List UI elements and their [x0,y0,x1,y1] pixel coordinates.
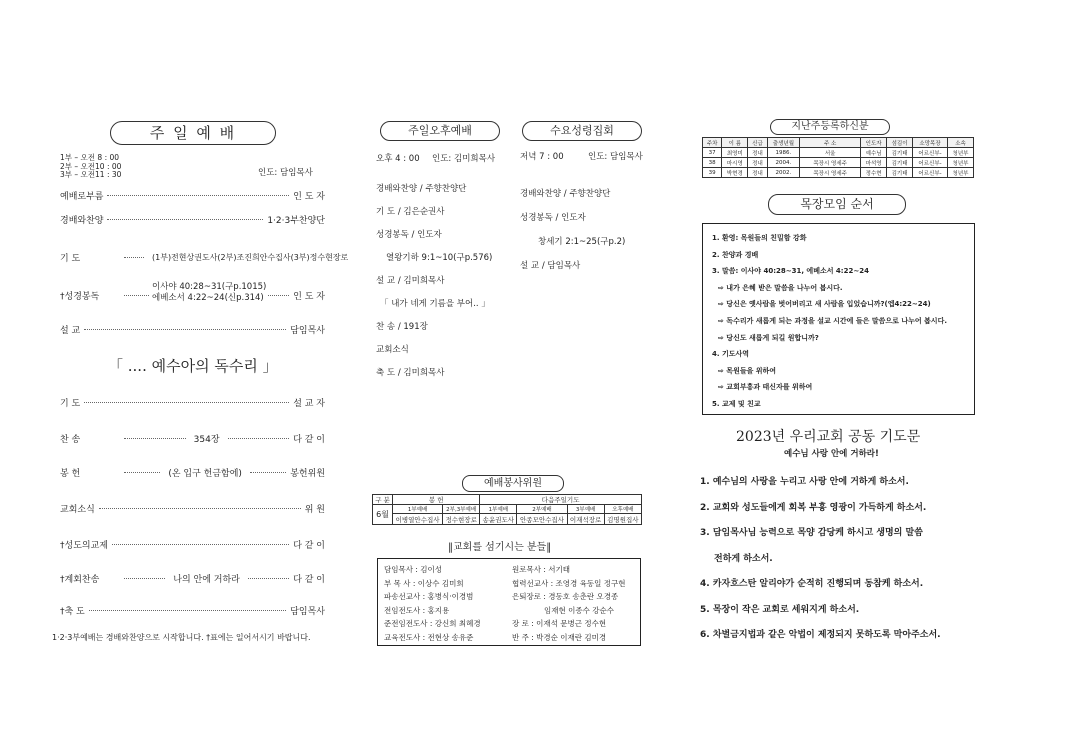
prayer-item: 4. 카자흐스탄 알리야가 순적히 진행되며 동참케 하소서. [700,579,924,589]
order-right: 다 같 이 [293,541,325,551]
mokjang-item: 1. 환영: 목원들의 친밀함 강화 [712,234,807,242]
staff-line: 반 주 : 박경순 이재란 김미경 [512,632,607,642]
order-label: †성도의교제 [60,541,108,551]
sunday-service-title: 주 일 예 배 [110,121,276,145]
table-cell: 정내 [748,168,767,178]
order-item: 축 도 / 김미희목사 [376,368,445,378]
prayer-item: 6. 차별금지법과 같은 악법이 제정되지 못하도록 막아주소서. [700,630,941,640]
table-subheader: 2부예배 [517,505,567,514]
order-right: 다 같 이 [293,435,325,445]
service-time: 3부 – 오전11 : 30 [60,170,122,179]
mokjang-item: ⇨ 내가 은혜 받은 말씀을 나누어 봅시다. [718,283,843,292]
prayer-subtitle: 예수님 사랑 안에 거하라! [784,449,879,459]
prayer-item: 전하게 하소서. [714,553,773,564]
staff-title: ‖교회를 섬기시는 분들‖ [448,542,552,553]
mokjang-item: 4. 기도사역 [712,350,750,359]
staff-left [384,563,481,644]
table-cell: 이재석장로 [567,514,604,525]
table-cell: 2004. [767,158,800,168]
staff-line: 교육전도사 : 전현상 송유준 [384,632,474,642]
footnote: 1·2·3부예배는 경배와찬양으로 시작합니다. †표에는 일어서시기 바랍니다. [52,633,311,642]
mokjang-item: 3. 말씀: 이사야 40:28~31, 에베소서 4:22~24 [712,267,869,276]
table-header: 인도자 [861,138,887,148]
staff-line: 임재현 이종수 강순수 [544,605,614,615]
wednesday-service-title: 수요성령집회 [522,121,642,141]
scripture-line: 에베소서 4:22~24(신p.314) [152,293,264,303]
order-row [60,213,325,226]
afternoon-leader: 인도: 김미희목사 [432,154,496,164]
order-item: 「 내가 네게 기름을 부어.. 」 [380,299,490,309]
table-header: 봉 헌 [393,495,480,505]
order-label: †성경봉독 [60,292,100,302]
mokjang-item: 2. 찬양과 경배 [712,250,759,259]
order-item: 찬 송 / 191장 [376,322,428,332]
order-mid: (1부)전현상권도사(2부)조진희안수집사(3부)정수현장로 [152,253,349,262]
order-right: 담임목사 [290,607,325,617]
table-cell: 어르신부- [913,148,948,158]
order-label: †축 도 [60,607,85,617]
order-mid: 354장 [193,435,220,445]
order-label: 예배로부름 [60,192,104,202]
order-right: 인 도 자 [293,292,325,302]
staff-line: 부 목 사 : 이상수 김미희 [384,578,464,588]
table-cell: 송윤권도사 [480,514,517,525]
staff-line: 장 로 : 이재석 문병근 정수현 [512,619,607,628]
afternoon-time: 오후 4 : 00 [376,154,420,164]
staff-line: 준전임전도사 : 강신희 최혜경 [384,619,481,628]
mokjang-item: ⇨ 목원들을 위하여 [718,366,777,375]
service-time: 1부 – 오전 8 : 00 [60,153,120,162]
mokjang-item: ⇨ 당신도 새롭게 되길 원합니까? [718,333,819,342]
table-cell: 1986. [767,148,800,158]
wednesday-order [520,182,625,278]
scripture-line: 이사야 40:28~31(구p.1015) [152,282,267,292]
service-time: 2부 – 오전10 : 00 [60,161,122,171]
table-subheader: 3부예배 [567,505,604,514]
table-cell: 마시영 [722,158,748,168]
order-right: 다 같 이 [293,575,325,585]
order-item: 기 도 / 김은순권사 [376,207,445,217]
prayer-item: 5. 목장이 작은 교회로 세워지게 하소서. [700,604,860,615]
order-row [60,432,325,445]
table-subheader: 오후예배 [604,505,641,514]
order-row [60,502,325,515]
mokjang-item: 5. 교제 및 친교 [712,399,761,408]
table-cell: 안종모안수집사 [517,514,567,525]
table-cell: 2002. [767,168,800,178]
table-subheader: 1부예배 [480,505,517,514]
table-header: 구 분 [373,495,393,505]
order-row [60,572,325,585]
table-cell: 박현경 [722,168,748,178]
table-cell: 목장시 영세주 [800,158,861,168]
mokjang-box [702,223,975,415]
table-header: 출생년월 [767,138,800,148]
table-header: 신급 [748,138,767,148]
month-cell: 6월 [373,505,393,525]
wednesday-time: 저녁 7 : 00 [520,152,564,162]
order-item: 경배와찬양 / 주향찬양단 [520,189,611,199]
staff-line: 은퇴장로 : 경동호 송춘란 오경종 [512,592,619,601]
order-label: †계회찬송 [60,575,100,585]
table-subheader: 2부,3부예배 [443,505,480,514]
order-label: 기 도 [60,399,81,409]
order-label: 찬 송 [60,435,81,445]
table-header: 소망목장 [913,138,948,148]
order-row [60,323,325,336]
table-cell: 청년부 [948,158,974,168]
service-times [60,154,121,180]
staff-line: 협력선교사 : 조영경 육동일 정구현 [512,578,626,588]
table-cell: 37 [703,148,722,158]
mokjang-list [712,230,947,413]
table-header: 이 름 [722,138,748,148]
table-cell: 청년부 [948,148,974,158]
newcomer-title: 지난주등록하신분 [770,119,890,135]
prayer-item: 1. 예수님의 사랑을 누리고 사랑 안에 거하게 하소서. [700,477,909,487]
staff-line: 원로목사 : 서기태 [512,565,571,574]
afternoon-order [376,178,492,385]
mokjang-item: ⇨ 교회부흥과 태신자를 위하여 [718,383,813,392]
order-label: 봉 헌 [60,469,81,479]
newcomer-table [702,137,974,178]
order-right: 담임목사 [290,326,325,336]
table-cell: 김기태 [887,148,913,158]
table-header: 주 소 [800,138,861,148]
table-cell: 정내 [748,158,767,168]
table-cell: 어르신부- [913,168,948,178]
table-header: 소속 [948,138,974,148]
prayer-item: 3. 담임목사님 능력으로 목양 감당케 하시고 생명의 말씀 [700,528,923,538]
table-cell: 목장시 영세주 [800,168,861,178]
table-cell: 서울 [800,148,861,158]
order-item: 경배와찬양 / 주향찬양단 [376,184,467,194]
table-cell: 정내 [748,148,767,158]
order-item: 설 교 / 김미희목사 [376,276,445,286]
prayer-title: 2023년 우리교회 공동 기도문 [736,429,921,445]
table-cell: 김기태 [887,158,913,168]
table-cell: 청년부 [948,168,974,178]
order-row [60,189,325,202]
table-cell: 정수현장로 [443,514,480,525]
scripture-block [150,282,268,304]
table-cell: 38 [703,158,722,168]
table-header: 다음주일기도 [480,495,642,505]
prayer-item: 2. 교회와 성도들에게 회복 부흥 영광이 가득하게 하소서. [700,502,927,513]
order-item: 설 교 / 담임목사 [520,261,581,271]
table-cell: 어르신부- [913,158,948,168]
table-cell: 39 [703,168,722,178]
table-cell: 정수현 [861,168,887,178]
table-cell: 최영미 [722,148,748,158]
order-row [60,604,325,617]
staff-line: 전임전도사 : 홍지용 [384,605,450,615]
order-row [60,396,325,409]
order-label: 교회소식 [60,505,95,515]
order-item: 창세기 2:1~25(구p.2) [538,237,626,247]
table-cell: 김명원집사 [604,514,641,525]
sermon-title: 「 .... 예수아의 독수리 」 [108,357,278,375]
order-item: 성경봉독 / 인도자 [376,230,442,240]
order-right: 설 교 자 [293,399,325,409]
leader-label: 인도: 담임목사 [258,168,313,178]
mokjang-item: ⇨ 독수리가 새롭게 되는 과정을 설교 시간에 들은 말씀으로 나누어 봅시다. [718,316,947,325]
table-cell: 김기태 [887,168,913,178]
order-right: 위 원 [304,505,325,515]
order-label: 기 도 [60,254,81,264]
order-item: 열왕기하 9:1~10(구p.576) [386,253,493,263]
order-row [60,466,325,479]
order-row [60,538,325,551]
order-mid: (온 입구 헌금함에) [168,469,242,479]
order-mid: 나의 안에 거하라 [173,575,240,585]
wednesday-leader: 인도: 담임목사 [588,152,643,162]
service-committee-title: 예배봉사위원 [462,475,564,492]
order-right: 1·2·3부찬양단 [267,216,325,226]
prayer-list [700,470,941,649]
table-cell: 이병열안수집사 [393,514,443,525]
table-subheader: 1부예배 [393,505,443,514]
staff-line: 파송선교사 : 홍병식·이경범 [384,592,474,601]
mokjang-item: ⇨ 당신은 옛사람을 벗어버리고 새 사람을 입었습니까?(엡4:22~24) [718,300,931,309]
afternoon-service-title: 주일오후예배 [380,121,500,141]
order-item: 성경봉독 / 인도자 [520,213,586,223]
service-committee-table [372,494,642,525]
table-header: 섬김이 [887,138,913,148]
table-cell: 예수님 [861,148,887,158]
staff-box [377,558,641,646]
staff-right [512,563,626,644]
order-row [60,251,349,264]
order-item: 교회소식 [376,345,409,355]
order-right: 봉헌위원 [290,469,326,479]
table-header: 주차 [703,138,722,148]
mokjang-title: 목장모임 순서 [768,194,906,215]
order-label: 설 교 [60,326,81,336]
order-label: 경배와찬양 [60,216,104,226]
order-right: 인 도 자 [293,192,325,202]
table-cell: 마석영 [861,158,887,168]
staff-line: 담임목사 : 김이성 [384,565,443,574]
